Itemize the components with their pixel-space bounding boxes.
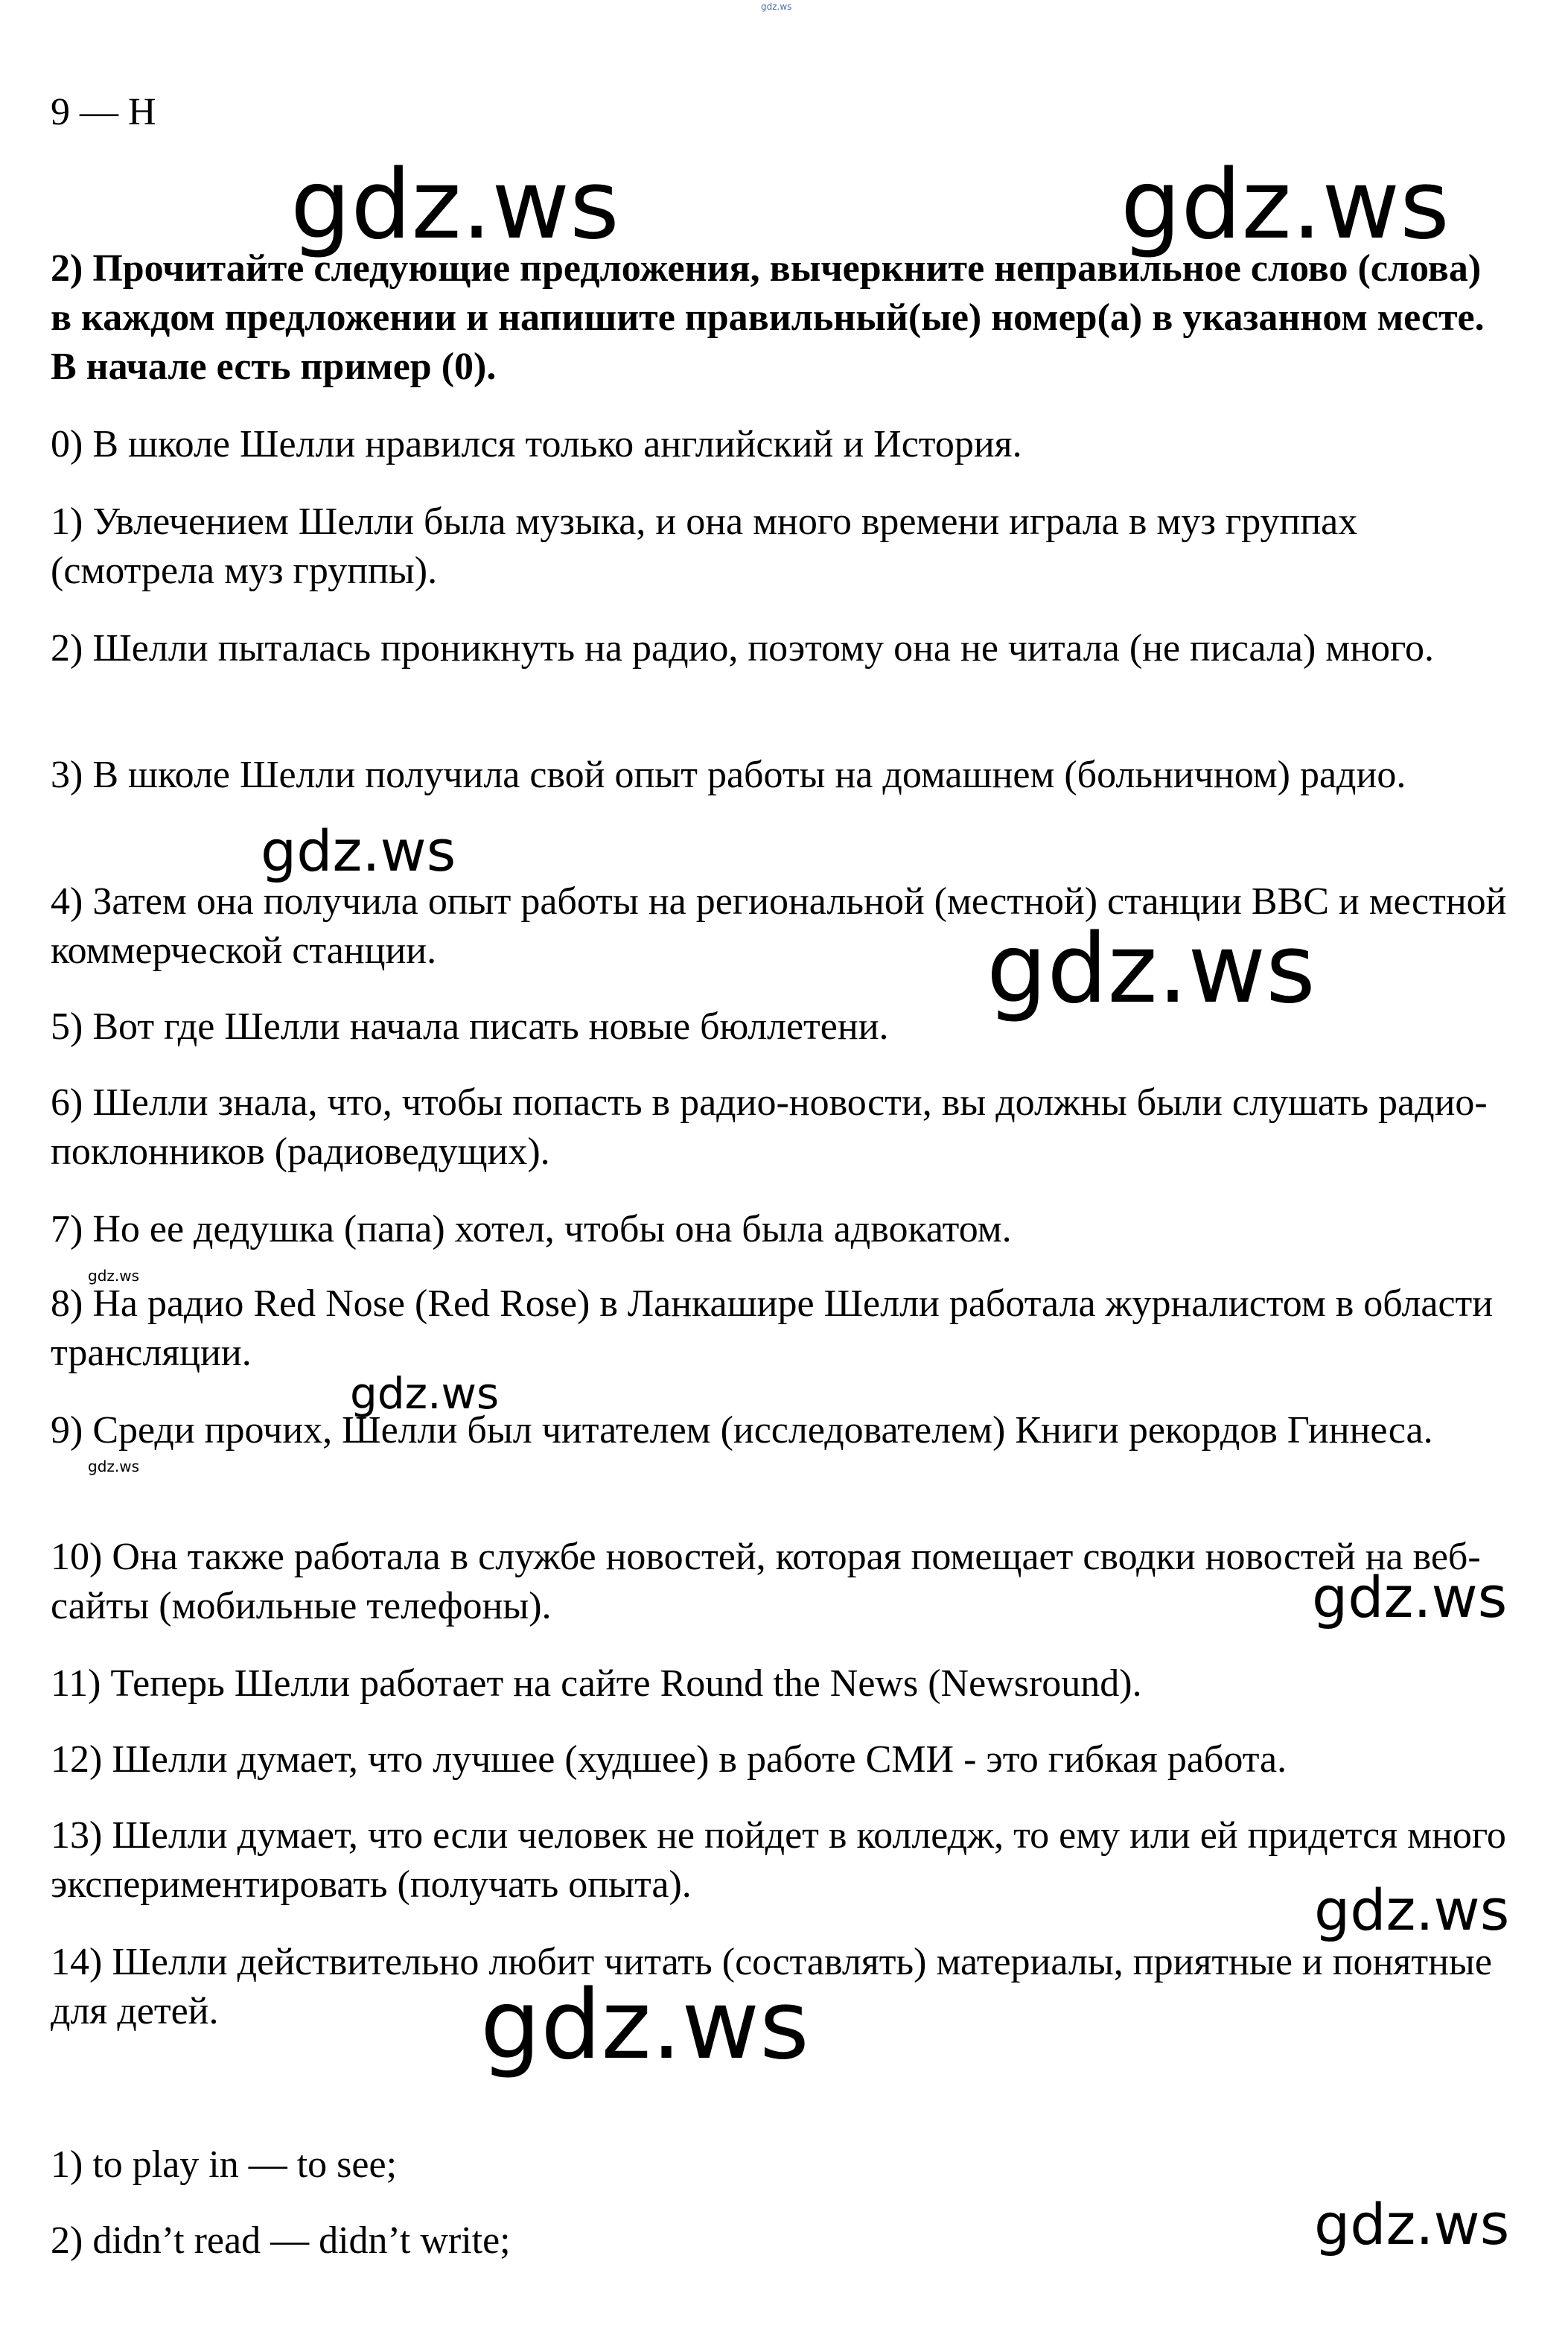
watermark: gdz.ws <box>1314 1877 1510 1943</box>
watermark: gdz.ws <box>350 1368 500 1419</box>
answer-2: 2) didn’t read — didn’t write; <box>51 2219 511 2262</box>
watermark: gdz.ws <box>987 914 1316 1025</box>
watermark: gdz.ws <box>1312 1564 1508 1630</box>
watermark: gdz.ws <box>88 1457 140 1475</box>
sentence-13: 13) Шелли думает, что если человек не пойдет в колледж, то ему или ей придется много экспериментировать (получать опыта). <box>51 1814 1516 1906</box>
sentence-10: 10) Она также работала в службе новостей, которая помещает сводки новостей на веб-сайты (мобильные телефоны). <box>51 1536 1481 1627</box>
sentence-6: 6) Шелли знала, что, чтобы попасть в радио-новости, вы должны были слушать радио-поклонников (радиоведущих). <box>51 1081 1488 1173</box>
sentence-7: 7) Но ее дедушка (папа) хотел, чтобы она была адвокатом. <box>51 1208 1012 1250</box>
sentence-3: 3) В школе Шелли получила свой опыт работы на домашнем (больничном) радио. <box>51 754 1406 796</box>
sentence-4: 4) Затем она получила опыт работы на региональной (местной) станции BBC и местной коммерческой станции. <box>51 880 1517 972</box>
sentence-0: 0) В школе Шелли нравился только английский и История. <box>51 423 1022 465</box>
watermark: gdz.ws <box>1121 150 1450 261</box>
sentence-1: 1) Увлечением Шелли была музыка, и она много времени играла в муз группах (смотрела муз группы). <box>51 500 1368 592</box>
answer-1: 1) to play in — to see; <box>51 2143 398 2186</box>
page-marker: 9 — Н <box>51 91 156 133</box>
watermark: gdz.ws <box>290 150 619 261</box>
watermark: gdz.ws <box>261 818 456 884</box>
sentence-14: 14) Шелли действительно любит читать (составлять) материалы, приятные и понятные для детей. <box>51 1941 1502 2032</box>
sentence-2: 2) Шелли пыталась проникнуть на радио, поэтому она не читала (не писала) много. <box>51 627 1435 670</box>
sentence-12: 12) Шелли думает, что лучшее (худшее) в работе СМИ - это гибкая работа. <box>51 1738 1287 1781</box>
top-watermark: gdz.ws <box>761 1 792 12</box>
sentence-11: 11) Теперь Шелли работает на сайте Round the News (Newsround). <box>51 1662 1142 1705</box>
watermark: gdz.ws <box>1314 2191 1510 2257</box>
sentence-8: 8) На радио Red Nose (Red Rose) в Ланкашире Шелли работала журналистом в области трансляции. <box>51 1282 1503 1374</box>
task-instruction: 2) Прочитайте следующие предложения, вычеркните неправильное слово (слова) в каждом предложении и напишите правильный(ые) номер(а) в указанном месте. В начале есть пример (0). <box>51 247 1494 388</box>
sentence-9: 9) Среди прочих, Шелли был читателем (исследователем) Книги рекордов Гиннеса. <box>51 1409 1433 1452</box>
watermark: gdz.ws <box>88 1267 140 1285</box>
watermark: gdz.ws <box>480 1970 809 2081</box>
sentence-5: 5) Вот где Шелли начала писать новые бюллетени. <box>51 1005 889 1048</box>
